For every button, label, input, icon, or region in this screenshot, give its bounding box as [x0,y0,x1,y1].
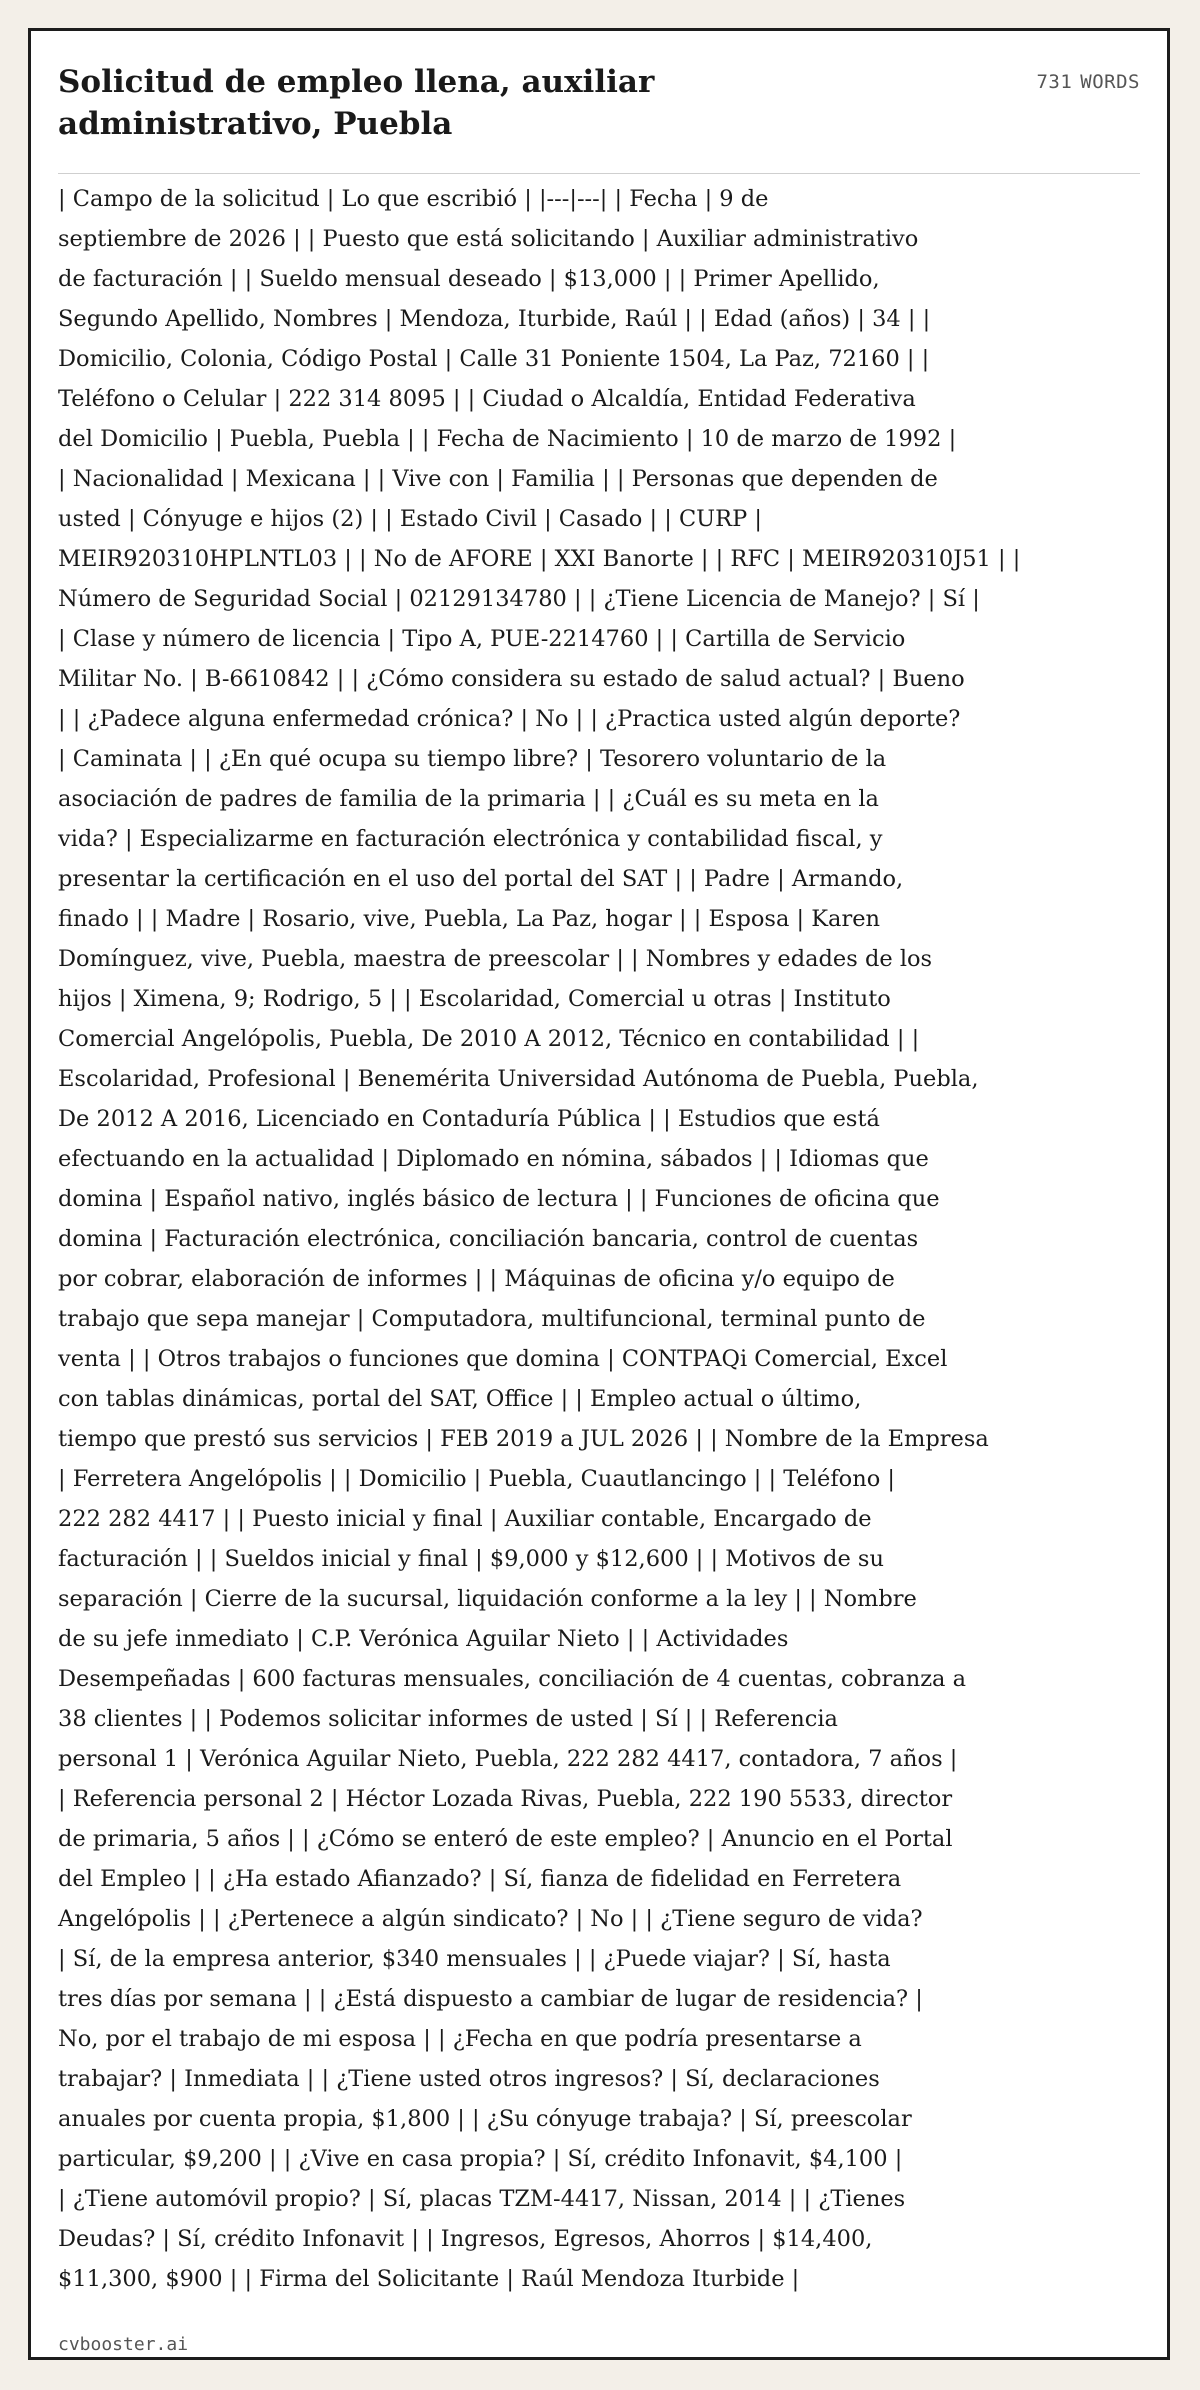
word-count-badge [1036,71,1140,93]
footer-brand: cvbooster.ai [58,2334,189,2355]
word-count-number: 731 [1036,71,1073,93]
document-title: Solicitud de empleo llena, auxiliar administrativo, Puebla [58,64,655,142]
document-header [58,53,1140,174]
document-card [28,28,1170,2360]
word-count-unit: WORDS [1080,71,1140,93]
document-body: | Campo de la solicitud | Lo que escribió | |---|---| | Fecha | 9 de septiembre de 2026 | | Puesto que está solicitando | Auxiliar administrativo de facturación | | Sueldo mensual deseado | $13,000 | | Primer Apellido, Segundo Apellido, Nombres | Mendoza, Iturbide, Raúl | | Edad (años) | 34 | | Domicilio, Colonia, Código Postal | Calle 31 Poniente 1504, La Paz, 72160 | | Teléfono o Celular | 222 314 8095 | | Ciudad o Alcaldía, Entidad Federativa del Domicilio | Puebla, Puebla | | Fecha de Nacimiento | 10 de marzo de 1992 | | Nacionalidad | Mexicana | | Vive con | Familia | | Personas que dependen de usted | Cónyuge e hijos (2) | | Estado Civil | Casado | | CURP | MEIR920310HPLNTL03 | | No de AFORE | XXI Banorte | | RFC | MEIR920310J51 | | Número de Seguridad Social | 02129134780 | | ¿Tiene Licencia de Manejo? | Sí | | Clase y número de licencia | Tipo A, PUE-2214760 | | Cartilla de Servicio Militar No. | B-6610842 | | ¿Cómo considera su estado de salud actual? | Bueno | | ¿Padece alguna enfermedad crónica? | No | | ¿Practica usted algún deporte? | Caminata | | ¿En qué ocupa su tiempo libre? | Tesorero voluntario de la asociación de padres de familia de la primaria | | ¿Cuál es su meta en la vida? | Especializarme en facturación electrónica y contabilidad fiscal, y presentar la certificación en el uso del portal del SAT | | Padre | Armando, finado | | Madre | Rosario, vive, Puebla, La Paz, hogar | | Esposa | Karen Domínguez, vive, Puebla, maestra de preescolar | | Nombres y edades de los hijos | Ximena, 9; Rodrigo, 5 | | Escolaridad, Comercial u otras | Instituto Comercial Angelópolis, Puebla, De 2010 A 2012, Técnico en contabilidad | | Escolaridad, Profesional | Benemérita Universidad Autónoma de Puebla, Puebla, De 2012 A 2016, Licenciado en Contaduría Pública | | Estudios que está efectuando en la actualidad | Diplomado en nómina, sábados | | Idiomas que domina | Español nativo, inglés básico de lectura | | Funciones de oficina que domina | Facturación electrónica, conciliación bancaria, control de cuentas por cobrar, elaboración de informes | | Máquinas de oficina y/o equipo de trabajo que sepa manejar | Computadora, multifuncional, terminal punto de venta | | Otros trabajos o funciones que domina | CONTPAQi Comercial, Excel con tablas dinámicas, portal del SAT, Office | | Empleo actual o último, tiempo que prestó sus servicios | FEB 2019 a JUL 2026 | | Nombre de la Empresa | Ferretera Angelópolis | | Domicilio | Puebla, Cuautlancingo | | Teléfono | 222 282 4417 | | Puesto inicial y final | Auxiliar contable, Encargado de facturación | | Sueldos inicial y final | $9,000 y $12,600 | | Motivos de su separación | Cierre de la sucursal, liquidación conforme a la ley | | Nombre de su jefe inmediato | C.P. Verónica Aguilar Nieto | | Actividades Desempeñadas | 600 facturas mensuales, conciliación de 4 cuentas, cobranza a 38 clientes | | Podemos solicitar informes de usted | Sí | | Referencia personal 1 | Verónica Aguilar Nieto, Puebla, 222 282 4417, contadora, 7 años | | Referencia personal 2 | Héctor Lozada Rivas, Puebla, 222 190 5533, director de primaria, 5 años | | ¿Cómo se enteró de este empleo? | Anuncio en el Portal del Empleo | | ¿Ha estado Afianzado? | Sí, fianza de fidelidad en Ferretera Angelópolis | | ¿Pertenece a algún sindicato? | No | | ¿Tiene seguro de vida? | Sí, de la empresa anterior, $340 mensuales | | ¿Puede viajar? | Sí, hasta tres días por semana | | ¿Está dispuesto a cambiar de lugar de residencia? | No, por el trabajo de mi esposa | | ¿Fecha en que podría presentarse a trabajar? | Inmediata | | ¿Tiene usted otros ingresos? | Sí, declaraciones anuales por cuenta propia, $1,800 | | ¿Su cónyuge trabaja? | Sí, preescolar particular, $9,200 | | ¿Vive en casa propia? | Sí, crédito Infonavit, $4,100 | | ¿Tiene automóvil propio? | Sí, placas TZM-4417, Nissan, 2014 | | ¿Tienes Deudas? | Sí, crédito Infonavit | | Ingresos, Egresos, Ahorros | $14,400, $11,300, $900 | | Firma del Solicitante | Raúl Mendoza Iturbide | [58,186,1021,2292]
